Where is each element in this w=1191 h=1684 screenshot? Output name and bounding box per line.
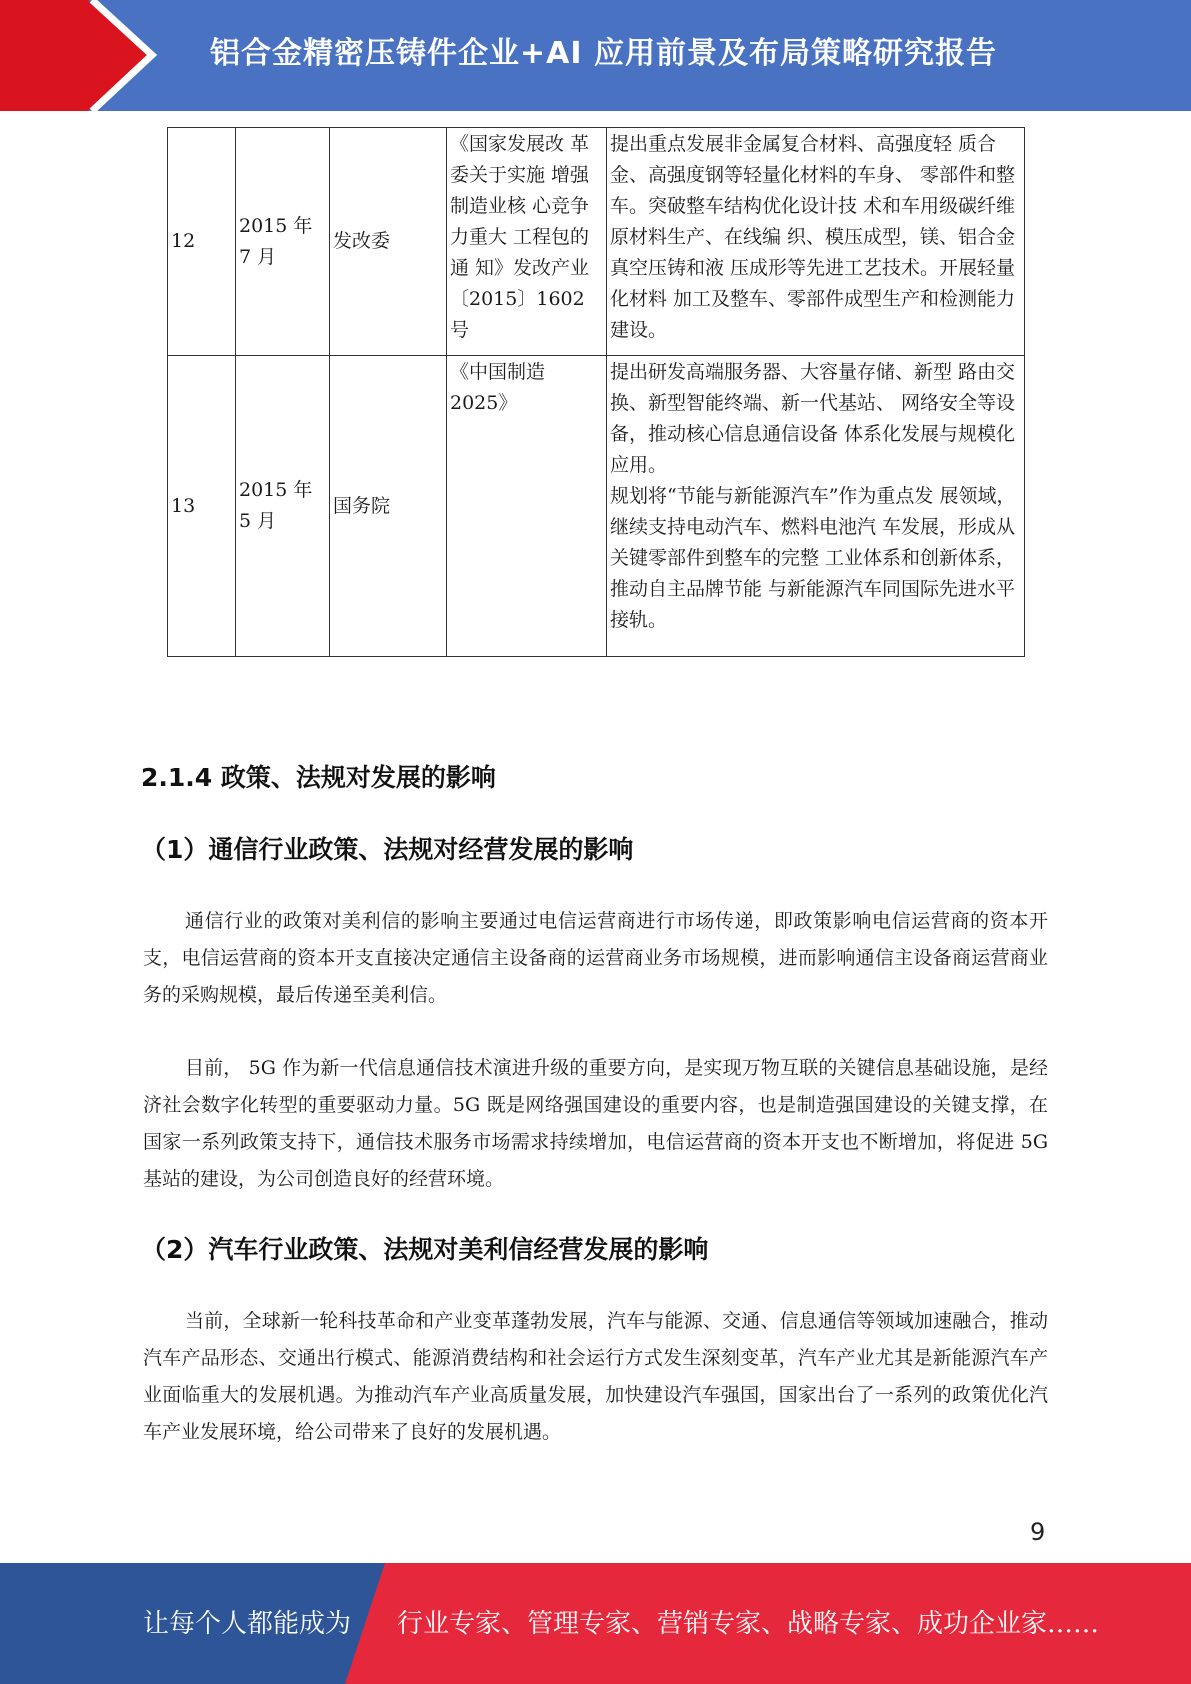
policy-content: 提出重点发展非金属复合材料、高强度轻 质合金、高强度钢等轻量化材料的车身、 零部件和整车。突破整车结构优化设计技 术和车用级碳纤维原材料生产、在线编 织、模压成型，镁、铝合金真空压铸和液 压成形等先进工艺技术。开展轻量化材料 加工及整车、零部件成型生产和检测能力 建设。 [607, 128, 1025, 356]
table-row [168, 128, 1025, 356]
issue-date: 2015 年 7 月 [236, 128, 330, 356]
section-heading: 2.1.4 政策、法规对发展的影响 [141, 763, 496, 792]
row-number: 12 [168, 128, 236, 356]
header-red-arrow-decoration [0, 0, 160, 111]
paragraph: 当前，全球新一轮科技革命和产业变革蓬勃发展，汽车与能源、交通、信息通信等领域加速融合，推动汽车产品形态、交通出行模式、能源消费结构和社会运行方式发生深刻变革，汽车产业尤其是新能源汽车产业面临重大的发展机遇。为推动汽车产业高质量发展，加快建设汽车强国，国家出台了一系列的政策优化汽车产业发展环境，给公司带来了良好的发展机遇。 [143, 1310, 1048, 1443]
issuer: 国务院 [330, 356, 447, 657]
issue-date: 2015 年 5 月 [236, 356, 330, 657]
document-name: 《国家发展改 革委关于实施 增强制造业核 心竞争力重大 工程包的通 知》发改产业〔2015〕1602 号 [447, 128, 607, 356]
policy-content-para: 提出研发高端服务器、大容量存储、新型 路由交换、新型智能终端、新一代基站、 网络安全等设备，推动核心信息通信设备 体系化发展与规模化应用。 [610, 361, 1016, 476]
policy-content-para: 规划将“节能与新能源汽车”作为重点发 展领域，继续支持电动汽车、燃料电池汽 车发展，形成从关键零部件到整车的完整 工业体系和创新体系，推动自主品牌节能 与新能源汽车同国际先进水平接轨。 [610, 485, 1016, 631]
policy-content [607, 356, 1025, 657]
paragraph: 目前， 5G 作为新一代信息通信技术演进升级的重要方向，是实现万物互联的关键信息基础设施，是经济社会数字化转型的重要驱动力量。5G 既是网络强国建设的重要内容，也是制造强国建设的关键支撑，在国家一系列政策支持下，通信技术服务市场需求持续增加，电信运营商的资本开支也不断增加，将促进 5G 基站的建设，为公司创造良好的经营环境。 [143, 1057, 1048, 1190]
footer-slogan-left: 让每个人都能成为 [143, 1609, 352, 1639]
document-name: 《中国制造 2025》 [447, 356, 607, 657]
footer-slogan-right: 行业专家、管理专家、营销专家、战略专家、成功企业家…… [397, 1609, 1100, 1639]
subsection-heading-2: （2）汽车行业政策、法规对美利信经营发展的影响 [141, 1235, 709, 1264]
table-row [168, 356, 1025, 657]
subsection-heading-1: （1）通信行业政策、法规对经营发展的影响 [141, 835, 634, 864]
report-title: 铝合金精密压铸件企业+AI 应用前景及布局策略研究报告 [210, 36, 997, 71]
policy-table [167, 127, 1025, 657]
page-header [0, 0, 1191, 111]
issuer: 发改委 [330, 128, 447, 356]
page-number: 9 [1030, 1518, 1046, 1546]
row-number: 13 [168, 356, 236, 657]
page-footer [0, 1563, 1191, 1684]
paragraph: 通信行业的政策对美利信的影响主要通过电信运营商进行市场传递，即政策影响电信运营商的资本开支，电信运营商的资本开支直接决定通信主设备商的运营商业务市场规模，进而影响通信主设备商运营商业务的采购规模，最后传递至美利信。 [143, 910, 1048, 1006]
